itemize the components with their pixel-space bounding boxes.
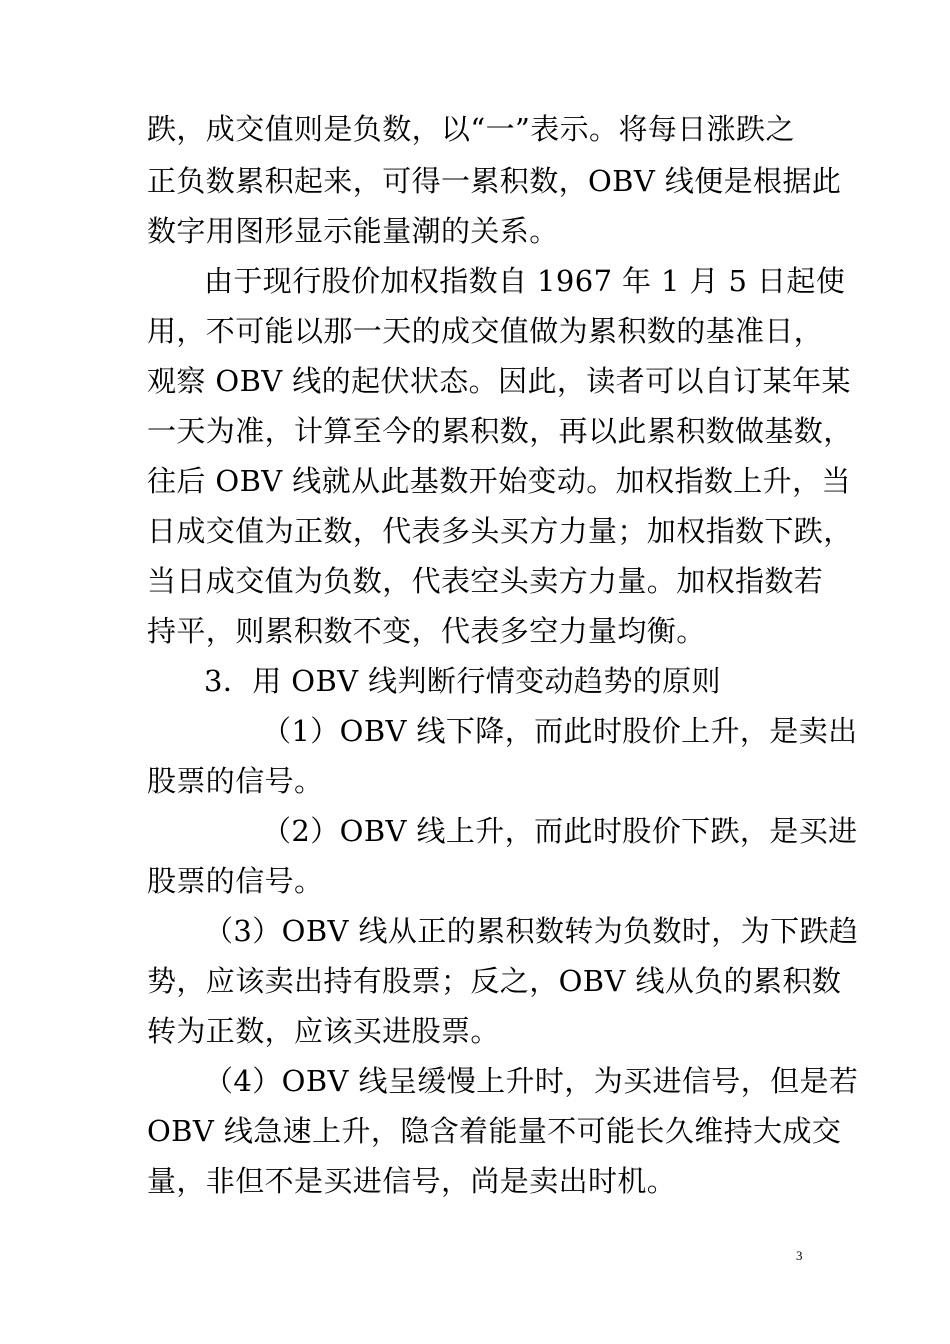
text-line: 当日成交值为负数，代表空头卖方力量。加权指数若 — [147, 564, 824, 598]
text-line: 观察 OBV 线的起伏状态。因此，读者可以自订某年某 — [147, 364, 851, 398]
text-line: 股票的信号。 — [147, 864, 324, 898]
text-line: 跌，成交值则是负数，以“一”表示。将每日涨跌之 — [147, 112, 795, 146]
text-line: 股票的信号。 — [147, 764, 324, 798]
text-line: 一天为准，计算至今的累积数，再以此累积数做基数， — [147, 414, 853, 448]
text-line: 持平，则累积数不变，代表多空力量均衡。 — [147, 614, 706, 648]
text-line: （1）OBV 线下降，而此时股价上升，是卖出 — [262, 714, 858, 748]
section-heading: 3．用 OBV 线判断行情变动趋势的原则 — [204, 664, 721, 698]
text-line: （3）OBV 线从正的累积数转为负数时，为下跌趋 — [204, 914, 859, 948]
text-line: 往后 OBV 线就从此基数开始变动。加权指数上升，当 — [147, 464, 851, 498]
text-line: 正负数累积起来，可得一累积数，OBV 线便是根据此 — [147, 164, 842, 198]
text-line: （4）OBV 线呈缓慢上升时，为买进信号，但是若 — [204, 1064, 859, 1098]
text-line: 转为正数，应该买进股票。 — [147, 1014, 500, 1048]
text-line: 势，应该卖出持有股票；反之，OBV 线从负的累积数 — [147, 964, 842, 998]
text-line: 日成交值为正数，代表多头买方力量；加权指数下跌， — [147, 514, 853, 548]
page-number: 3 — [796, 1248, 803, 1263]
text-line: 由于现行股价加权指数自 1967 年 1 月 5 日起使 — [204, 264, 846, 298]
text-line: （2）OBV 线上升，而此时股价下跌，是买进 — [262, 814, 858, 848]
text-line: OBV 线急速上升，隐含着能量不可能长久维持大成交 — [147, 1114, 842, 1148]
text-line: 用，不可能以那一天的成交值做为累积数的基准日， — [147, 314, 824, 348]
text-line: 量，非但不是买进信号，尚是卖出时机。 — [147, 1164, 677, 1198]
text-line: 数字用图形显示能量潮的关系。 — [147, 214, 559, 248]
